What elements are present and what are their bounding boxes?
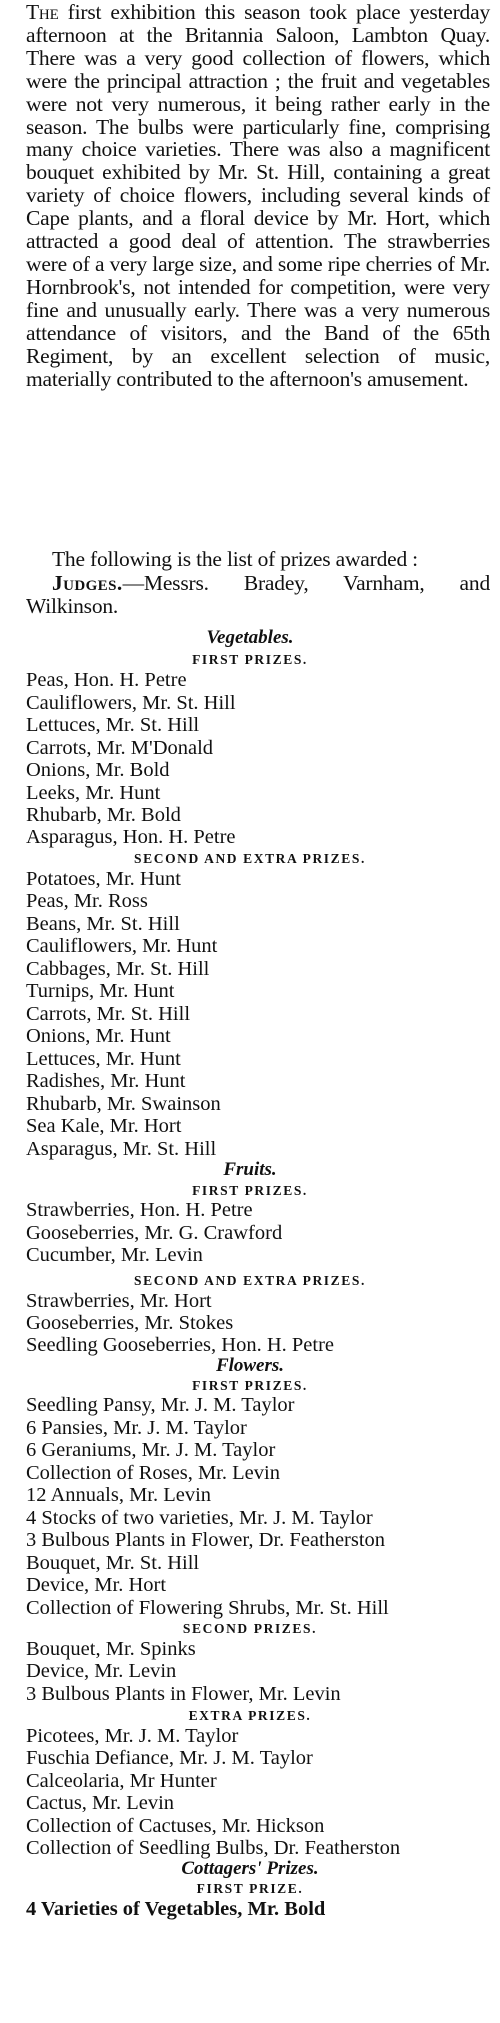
judges-label: Judges. — [52, 571, 123, 595]
flowers-second-item: 3 Bulbous Plants in Flower, Mr. Levin — [26, 1683, 341, 1705]
prize-list-intro: The following is the list of prizes awarded : — [52, 547, 418, 571]
fruits-second-item: Strawberries, Mr. Hort — [26, 1290, 212, 1312]
vegetables-second-item: Onions, Mr. Hunt — [26, 1025, 171, 1047]
flowers-first-item: 3 Bulbous Plants in Flower, Dr. Featherston — [26, 1529, 386, 1551]
vegetables-second-item: Potatoes, Mr. Hunt — [26, 868, 181, 890]
fruits-second-item: Gooseberries, Mr. Stokes — [26, 1312, 234, 1334]
flowers-first-prizes-heading: FIRST PRIZES. — [192, 1378, 308, 1393]
flowers-extra-item: Collection of Seedling Bulbs, Dr. Featherston — [26, 1837, 401, 1859]
flowers-extra-prizes-heading: EXTRA PRIZES. — [188, 1708, 312, 1723]
vegetables-first-item: Leeks, Mr. Hunt — [26, 782, 161, 804]
vegetables-first-item: Carrots, Mr. M'Donald — [26, 737, 214, 759]
flowers-first-item: Device, Mr. Hort — [26, 1574, 167, 1596]
fruits-first-prizes-heading: FIRST PRIZES. — [192, 1183, 308, 1198]
flowers-second-item: Bouquet, Mr. Spinks — [26, 1638, 196, 1660]
cottagers-first-item: 4 Varieties of Vegetables, Mr. Bold — [26, 1898, 326, 1920]
flowers-first-item: Collection of Flowering Shrubs, Mr. St. Hill — [26, 1597, 389, 1619]
flowers-extra-item: Picotees, Mr. J. M. Taylor — [26, 1725, 239, 1747]
fruits-second-item: Seedling Gooseberries, Hon. H. Petre — [26, 1334, 335, 1356]
vegetables-second-item: Radishes, Mr. Hunt — [26, 1070, 186, 1092]
judges-names: —Messrs. Bradey, Varnham, and Wilkinson. — [26, 571, 490, 618]
flowers-extra-item: Fuschia Defiance, Mr. J. M. Taylor — [26, 1747, 313, 1769]
fruits-first-item: Gooseberries, Mr. G. Crawford — [26, 1222, 283, 1244]
vegetables-second-prizes-heading: SECOND AND EXTRA PRIZES. — [134, 851, 366, 866]
vegetables-second-item: Beans, Mr. St. Hill — [26, 913, 180, 935]
flowers-second-prizes-heading: SECOND PRIZES. — [182, 1621, 318, 1636]
flowers-extra-item: Collection of Cactuses, Mr. Hickson — [26, 1815, 325, 1837]
vegetables-second-item: Lettuces, Mr. Hunt — [26, 1048, 181, 1070]
flowers-first-item: Collection of Roses, Mr. Levin — [26, 1462, 280, 1484]
flowers-extra-item: Cactus, Mr. Levin — [26, 1792, 175, 1814]
section-title-cottagers: Cottagers' Prizes. — [181, 1858, 319, 1879]
intro-paragraph — [26, 1, 490, 390]
intro-lead-word: The — [26, 0, 59, 24]
vegetables-second-item: Asparagus, Mr. St. Hill — [26, 1138, 217, 1160]
flowers-first-item: 6 Geraniums, Mr. J. M. Taylor — [26, 1439, 276, 1461]
vegetables-second-item: Cabbages, Mr. St. Hill — [26, 958, 210, 980]
vegetables-first-item: Peas, Hon. H. Petre — [26, 669, 187, 691]
intro-text: first exhibition this season took place yesterday afternoon at the Britannia Saloon, Lambton Quay. There was a very good collection of flowers, which were the principal attraction ; the fruit and vegetables were not very numerous, it being rather early in the season. The bulbs were particularly fine, comprising many choice varieties. There was also a magnificent bouquet exhibited by Mr. St. Hill, containing a great variety of choice flowers, including several kinds of Cape plants, and a floral device by Mr. Hort, which attracted a good deal of attention. The strawberries were of a very large size, and some ripe cherries of Mr. Hornbrook's, not intended for competition, were very fine and unusually early. There was a very numerous attendance of visitors, and the Band of the 65th Regiment, by an excellent selection of music, materially contributed to the afternoon's amusement. — [26, 0, 490, 391]
vegetables-second-item: Peas, Mr. Ross — [26, 890, 148, 912]
fruits-first-item: Strawberries, Hon. H. Petre — [26, 1199, 253, 1221]
vegetables-second-item: Carrots, Mr. St. Hill — [26, 1003, 191, 1025]
vegetables-first-item: Lettuces, Mr. St. Hill — [26, 714, 200, 736]
vegetables-second-item: Sea Kale, Mr. Hort — [26, 1115, 182, 1137]
vegetables-second-item: Cauliflowers, Mr. Hunt — [26, 935, 218, 957]
section-title-flowers: Flowers. — [215, 1355, 285, 1376]
cottagers-first-prize-heading: FIRST PRIZE. — [196, 1881, 304, 1896]
flowers-first-item: Bouquet, Mr. St. Hill — [26, 1552, 200, 1574]
vegetables-second-item: Rhubarb, Mr. Swainson — [26, 1093, 221, 1115]
section-title-vegetables: Vegetables. — [206, 627, 294, 648]
judges-line — [26, 572, 490, 618]
vegetables-first-item: Onions, Mr. Bold — [26, 759, 170, 781]
fruits-first-item: Cucumber, Mr. Levin — [26, 1244, 203, 1266]
section-title-fruits: Fruits. — [223, 1159, 277, 1180]
fruits-second-prizes-heading: SECOND AND EXTRA PRIZES. — [134, 1273, 366, 1288]
vegetables-first-item: Asparagus, Hon. H. Petre — [26, 826, 236, 848]
vegetables-first-item: Cauliflowers, Mr. St. Hill — [26, 692, 236, 714]
flowers-first-item: 6 Pansies, Mr. J. M. Taylor — [26, 1417, 247, 1439]
vegetables-first-prizes-heading: FIRST PRIZES. — [192, 652, 308, 667]
flowers-first-item: Seedling Pansy, Mr. J. M. Taylor — [26, 1394, 295, 1416]
flowers-first-item: 12 Annuals, Mr. Levin — [26, 1484, 212, 1506]
flowers-extra-item: Calceolaria, Mr Hunter — [26, 1770, 217, 1792]
vegetables-first-item: Rhubarb, Mr. Bold — [26, 804, 181, 826]
flowers-first-item: 4 Stocks of two varieties, Mr. J. M. Taylor — [26, 1507, 373, 1529]
flowers-second-item: Device, Mr. Levin — [26, 1660, 177, 1682]
vegetables-second-item: Turnips, Mr. Hunt — [26, 980, 175, 1002]
